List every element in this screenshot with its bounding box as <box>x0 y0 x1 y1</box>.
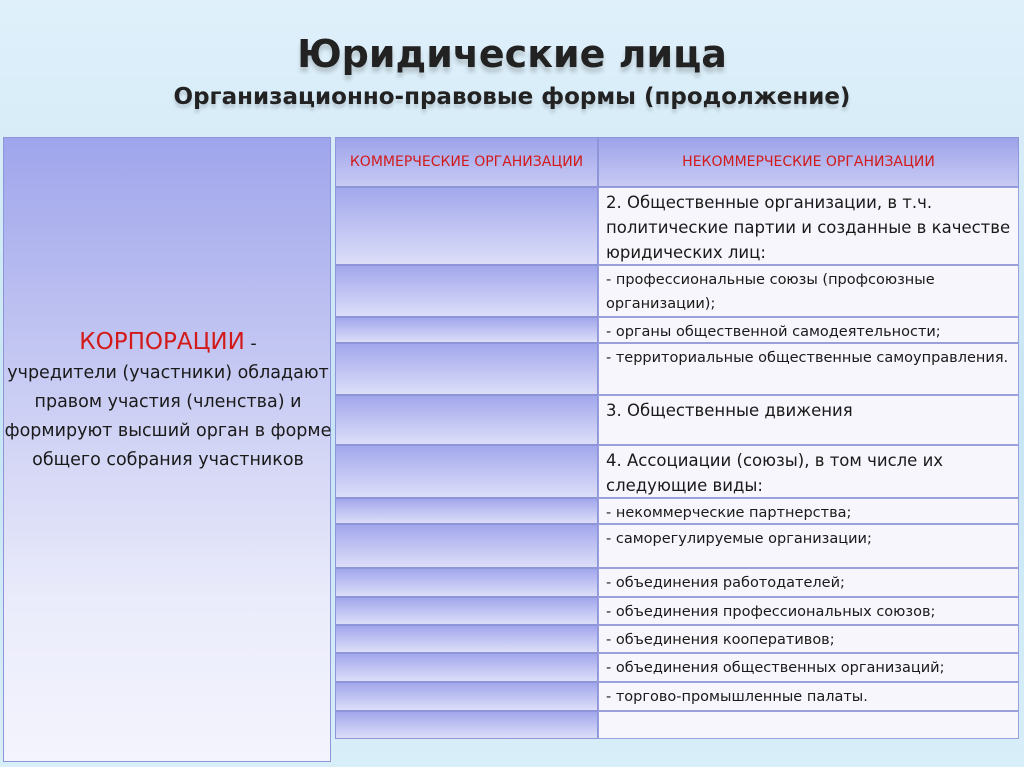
commercial-cell <box>335 395 598 445</box>
commercial-cell <box>335 653 598 682</box>
noncommercial-cell: - объединения профессиональных союзов; <box>598 597 1019 625</box>
corporations-panel <box>3 137 331 762</box>
slide-title: Юридические лица <box>297 32 727 76</box>
noncommercial-cell: - торгово-промышленные палаты. <box>598 682 1019 711</box>
table-row <box>335 682 1019 711</box>
table-row <box>335 568 1019 597</box>
noncommercial-cell: - объединения кооперативов; <box>598 625 1019 653</box>
commercial-cell <box>335 343 598 395</box>
table-row <box>335 265 1019 317</box>
noncommercial-cell: 4. Ассоциации (союзы), в том числе их следующие виды: <box>598 445 1019 498</box>
table-row <box>335 445 1019 498</box>
slide-subtitle: Организационно-правовые формы (продолжение) <box>173 84 851 110</box>
noncommercial-cell: - территориальные общественные самоуправления. <box>598 343 1019 395</box>
commercial-cell <box>335 568 598 597</box>
noncommercial-cell: - объединения работодателей; <box>598 568 1019 597</box>
noncommercial-cell: 3. Общественные движения <box>598 395 1019 445</box>
table-row <box>335 711 1019 739</box>
noncommercial-cell: - саморегулируемые организации; <box>598 524 1019 568</box>
noncommercial-cell: - органы общественной самодеятельности; <box>598 317 1019 343</box>
commercial-cell <box>335 597 598 625</box>
commercial-cell <box>335 498 598 524</box>
corporations-description: учредители (участники) обладают правом участия (членства) и формируют высший орган в форме общего собрания участников <box>4 363 332 470</box>
commercial-cell <box>335 317 598 343</box>
noncommercial-cell: - профессиональные союзы (профсоюзные организации); <box>598 265 1019 317</box>
table-row <box>335 187 1019 265</box>
commercial-cell <box>335 625 598 653</box>
corporations-text <box>4 328 332 475</box>
noncommercial-cell: - объединения общественных организаций; <box>598 653 1019 682</box>
commercial-cell <box>335 445 598 498</box>
commercial-cell <box>335 711 598 739</box>
table-row <box>335 343 1019 395</box>
header-commercial: КОММЕРЧЕСКИЕ ОРГАНИЗАЦИИ <box>335 137 598 187</box>
table-row <box>335 395 1019 445</box>
commercial-cell <box>335 524 598 568</box>
noncommercial-cell: - некоммерческие партнерства; <box>598 498 1019 524</box>
noncommercial-cell: 2. Общественные организации, в т.ч. политические партии и созданные в качестве юридических лиц: <box>598 187 1019 265</box>
header-noncommercial: НЕКОММЕРЧЕСКИЕ ОРГАНИЗАЦИИ <box>598 137 1019 187</box>
commercial-cell <box>335 682 598 711</box>
corporations-dash: - <box>244 334 257 354</box>
commercial-cell <box>335 265 598 317</box>
table-row <box>335 498 1019 524</box>
corporations-heading: КОРПОРАЦИИ <box>79 329 245 355</box>
table-row <box>335 524 1019 568</box>
table-row <box>335 653 1019 682</box>
table-row <box>335 597 1019 625</box>
table-row <box>335 317 1019 343</box>
commercial-cell <box>335 187 598 265</box>
table-row <box>335 625 1019 653</box>
noncommercial-cell <box>598 711 1019 739</box>
